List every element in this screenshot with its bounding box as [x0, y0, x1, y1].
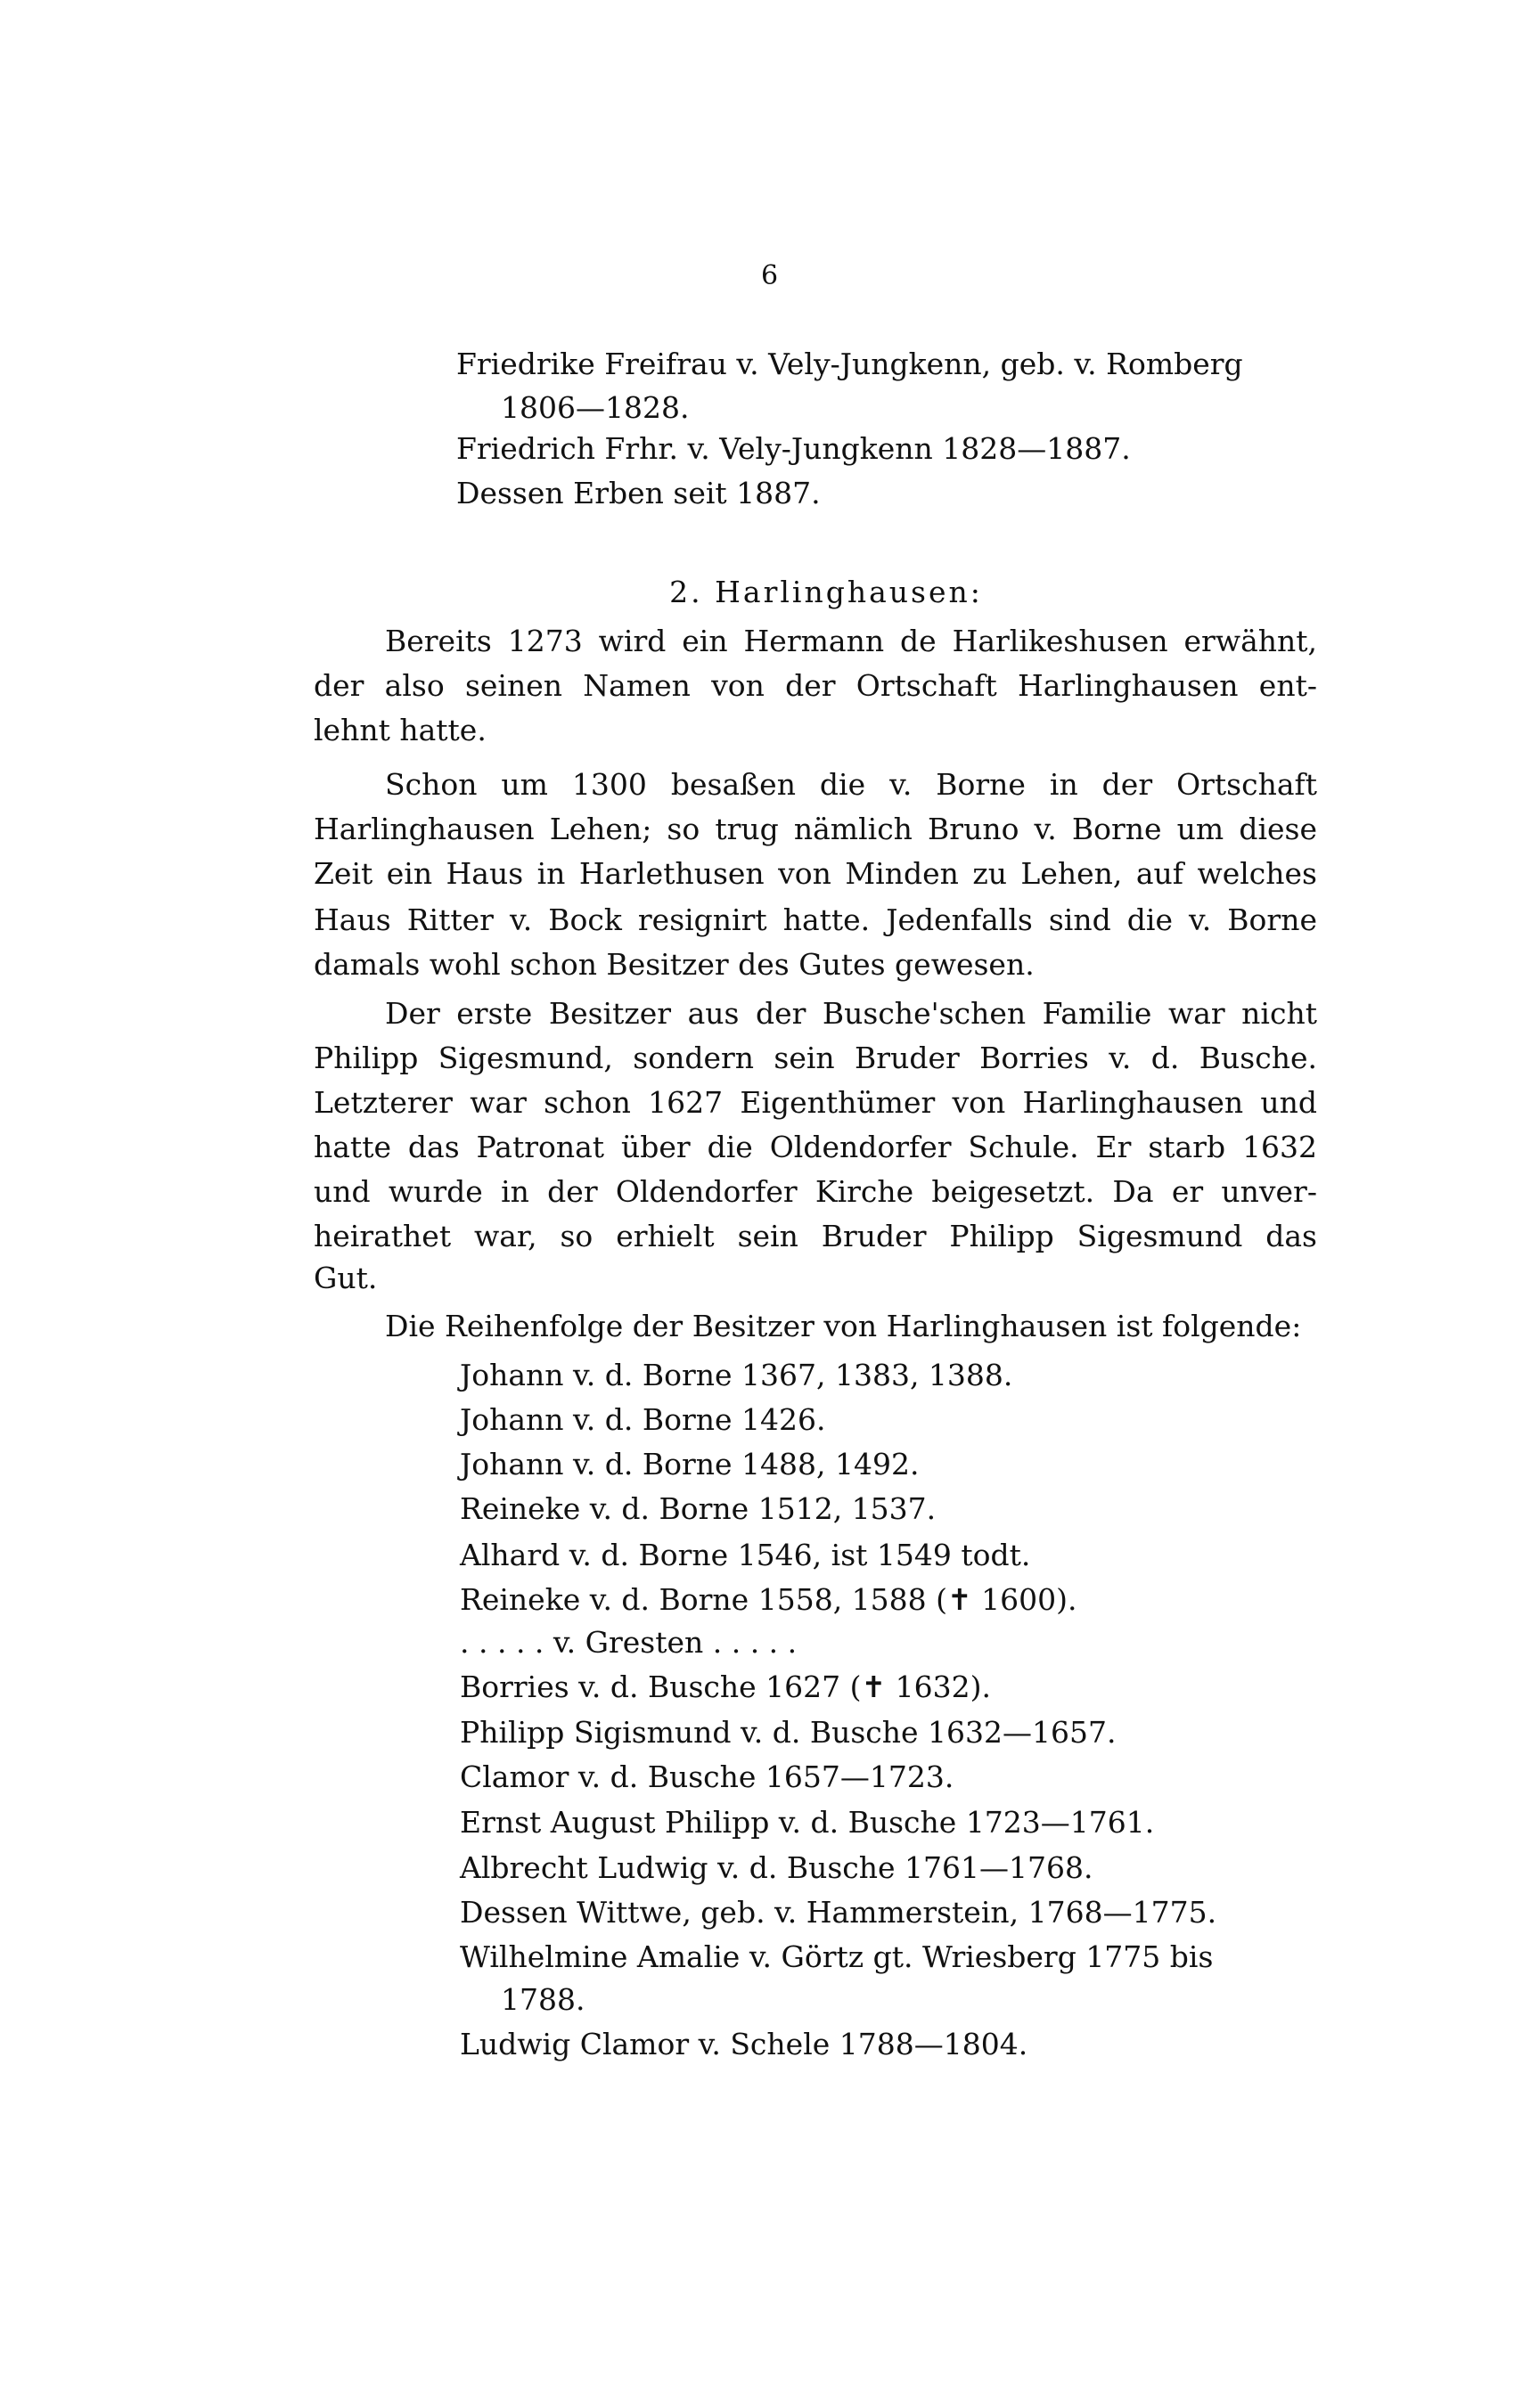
paragraph-line: und wurde in der Oldendorfer Kirche beigesetzt. Da er unver- [314, 1174, 1317, 1209]
section-heading: 2. Harlinghausen: [669, 575, 983, 609]
list-item: . . . . . v. Gresten . . . . . [460, 1625, 798, 1660]
page-number: 6 [760, 260, 779, 291]
paragraph-line: Haus Ritter v. Bock resignirt hatte. Jedenfalls sind die v. Borne [314, 902, 1317, 937]
list-item: Johann v. d. Borne 1367, 1383, 1388. [460, 1358, 1013, 1392]
list-item-continuation: 1806—1828. [501, 390, 690, 425]
paragraph-line: damals wohl schon Besitzer des Gutes gewesen. [314, 947, 1035, 982]
paragraph-line: Gut. [314, 1261, 378, 1295]
list-item: Friedrike Freifrau v. Vely-Jungkenn, geb. v. Romberg [456, 347, 1243, 381]
paragraph-line: Schon um 1300 besaßen die v. Borne in der Ortschaft [385, 767, 1317, 802]
paragraph-line: Zeit ein Haus in Harlethusen von Minden zu Lehen, auf welches [314, 856, 1317, 891]
list-item: Johann v. d. Borne 1426. [460, 1402, 826, 1437]
paragraph-line: Philipp Sigesmund, sondern sein Bruder Borries v. d. Busche. [314, 1041, 1317, 1075]
list-item: Ernst August Philipp v. d. Busche 1723—1761. [460, 1805, 1155, 1840]
list-item: Johann v. d. Borne 1488, 1492. [460, 1447, 920, 1482]
list-item-continuation: 1788. [501, 1982, 585, 2017]
list-item: Philipp Sigismund v. d. Busche 1632—1657. [460, 1715, 1117, 1750]
list-item: Dessen Wittwe, geb. v. Hammerstein, 1768—1775. [460, 1895, 1217, 1930]
list-item: Borries v. d. Busche 1627 (✝ 1632). [460, 1669, 992, 1704]
paragraph-line: Der erste Besitzer aus der Busche'schen Familie war nicht [385, 996, 1317, 1031]
paragraph-line: Bereits 1273 wird ein Hermann de Harlikeshusen erwähnt, [385, 624, 1317, 658]
list-item: Albrecht Ludwig v. d. Busche 1761—1768. [460, 1850, 1093, 1885]
paragraph-line: hatte das Patronat über die Oldendorfer Schule. Er starb 1632 [314, 1130, 1317, 1164]
list-item: Dessen Erben seit 1887. [456, 476, 821, 510]
paragraph-line: der also seinen Namen von der Ortschaft Harlinghausen ent- [314, 668, 1317, 703]
paragraph-line: Harlinghausen Lehen; so trug nämlich Bruno v. Borne um diese [314, 812, 1317, 846]
paragraph-line: lehnt hatte. [314, 713, 487, 747]
list-item: Alhard v. d. Borne 1546, ist 1549 todt. [460, 1538, 1031, 1572]
paragraph-line: Letzterer war schon 1627 Eigenthümer von Harlinghausen und [314, 1085, 1317, 1120]
list-item: Reineke v. d. Borne 1558, 1588 (✝ 1600). [460, 1582, 1077, 1617]
paragraph-line: heirathet war, so erhielt sein Bruder Philipp Sigesmund das [314, 1219, 1317, 1253]
paragraph-line: Die Reihenfolge der Besitzer von Harlinghausen ist folgende: [385, 1309, 1302, 1343]
list-item: Ludwig Clamor v. Schele 1788—1804. [460, 2027, 1028, 2061]
list-item: Friedrich Frhr. v. Vely-Jungkenn 1828—1887. [456, 431, 1131, 466]
list-item: Clamor v. d. Busche 1657—1723. [460, 1759, 954, 1794]
list-item: Wilhelmine Amalie v. Görtz gt. Wriesberg 1775 bis [460, 1939, 1214, 1974]
list-item: Reineke v. d. Borne 1512, 1537. [460, 1491, 937, 1526]
